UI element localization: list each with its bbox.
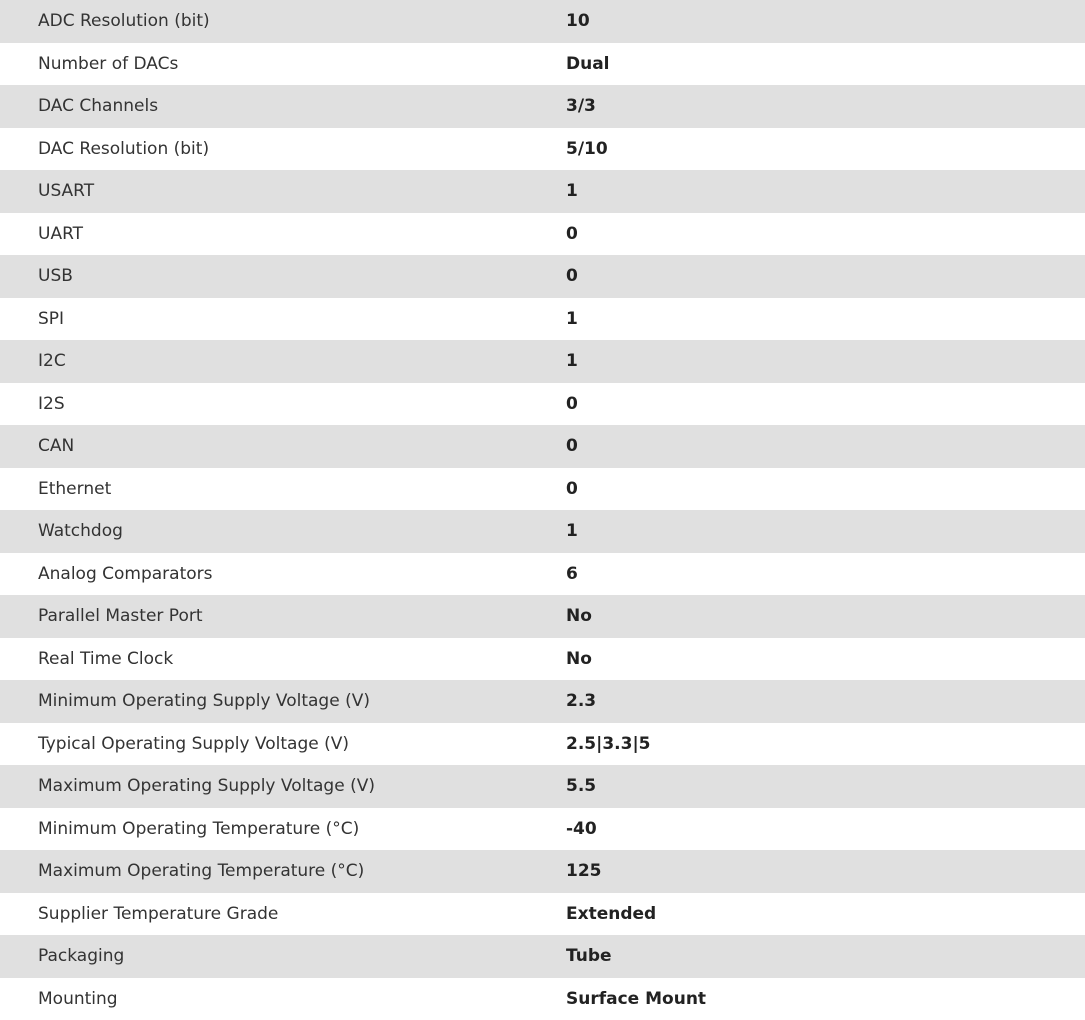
spec-value: 1 — [566, 298, 1085, 341]
spec-label: ADC Resolution (bit) — [0, 0, 566, 43]
spec-value: 2.5|3.3|5 — [566, 723, 1085, 766]
spec-label: CAN — [0, 425, 566, 468]
table-row — [0, 43, 1085, 86]
spec-value: Dual — [566, 43, 1085, 86]
spec-label: Ethernet — [0, 468, 566, 511]
table-row — [0, 723, 1085, 766]
spec-label: Real Time Clock — [0, 638, 566, 681]
spec-value: 5.5 — [566, 765, 1085, 808]
spec-value: 5/10 — [566, 128, 1085, 171]
spec-label: Minimum Operating Supply Voltage (V) — [0, 680, 566, 723]
table-row — [0, 128, 1085, 171]
spec-label: Packaging — [0, 935, 566, 978]
table-row — [0, 638, 1085, 681]
spec-label: USART — [0, 170, 566, 213]
spec-label: UART — [0, 213, 566, 256]
table-row — [0, 765, 1085, 808]
spec-value: 1 — [566, 170, 1085, 213]
spec-value: 2.3 — [566, 680, 1085, 723]
table-row — [0, 850, 1085, 893]
spec-value: 0 — [566, 255, 1085, 298]
spec-label: Maximum Operating Supply Voltage (V) — [0, 765, 566, 808]
table-row — [0, 808, 1085, 851]
table-row — [0, 935, 1085, 978]
spec-value: 3/3 — [566, 85, 1085, 128]
spec-label: USB — [0, 255, 566, 298]
spec-label: I2S — [0, 383, 566, 426]
spec-value: Tube — [566, 935, 1085, 978]
spec-label: Minimum Operating Temperature (°C) — [0, 808, 566, 851]
spec-value: 0 — [566, 383, 1085, 426]
spec-value: 125 — [566, 850, 1085, 893]
spec-value: 0 — [566, 425, 1085, 468]
spec-label: Typical Operating Supply Voltage (V) — [0, 723, 566, 766]
spec-label: I2C — [0, 340, 566, 383]
table-row — [0, 680, 1085, 723]
spec-value: No — [566, 595, 1085, 638]
table-row — [0, 595, 1085, 638]
spec-label: Parallel Master Port — [0, 595, 566, 638]
table-row — [0, 85, 1085, 128]
spec-label: SPI — [0, 298, 566, 341]
spec-value: No — [566, 638, 1085, 681]
table-row — [0, 383, 1085, 426]
table-row — [0, 893, 1085, 936]
spec-label: DAC Resolution (bit) — [0, 128, 566, 171]
spec-label: Number of DACs — [0, 43, 566, 86]
spec-label: Analog Comparators — [0, 553, 566, 596]
table-row — [0, 510, 1085, 553]
spec-value: 1 — [566, 340, 1085, 383]
table-row — [0, 170, 1085, 213]
table-row — [0, 978, 1085, 1020]
spec-value: -40 — [566, 808, 1085, 851]
spec-label: Maximum Operating Temperature (°C) — [0, 850, 566, 893]
spec-value: 0 — [566, 213, 1085, 256]
spec-value: Surface Mount — [566, 978, 1085, 1020]
spec-value: 1 — [566, 510, 1085, 553]
table-row — [0, 298, 1085, 341]
spec-value: 6 — [566, 553, 1085, 596]
spec-label: Mounting — [0, 978, 566, 1020]
table-row — [0, 213, 1085, 256]
table-row — [0, 425, 1085, 468]
table-row — [0, 255, 1085, 298]
spec-value: Extended — [566, 893, 1085, 936]
table-row — [0, 553, 1085, 596]
spec-label: Supplier Temperature Grade — [0, 893, 566, 936]
table-row — [0, 340, 1085, 383]
spec-value: 10 — [566, 0, 1085, 43]
table-row — [0, 0, 1085, 43]
spec-label: Watchdog — [0, 510, 566, 553]
spec-value: 0 — [566, 468, 1085, 511]
table-row — [0, 468, 1085, 511]
spec-label: DAC Channels — [0, 85, 566, 128]
